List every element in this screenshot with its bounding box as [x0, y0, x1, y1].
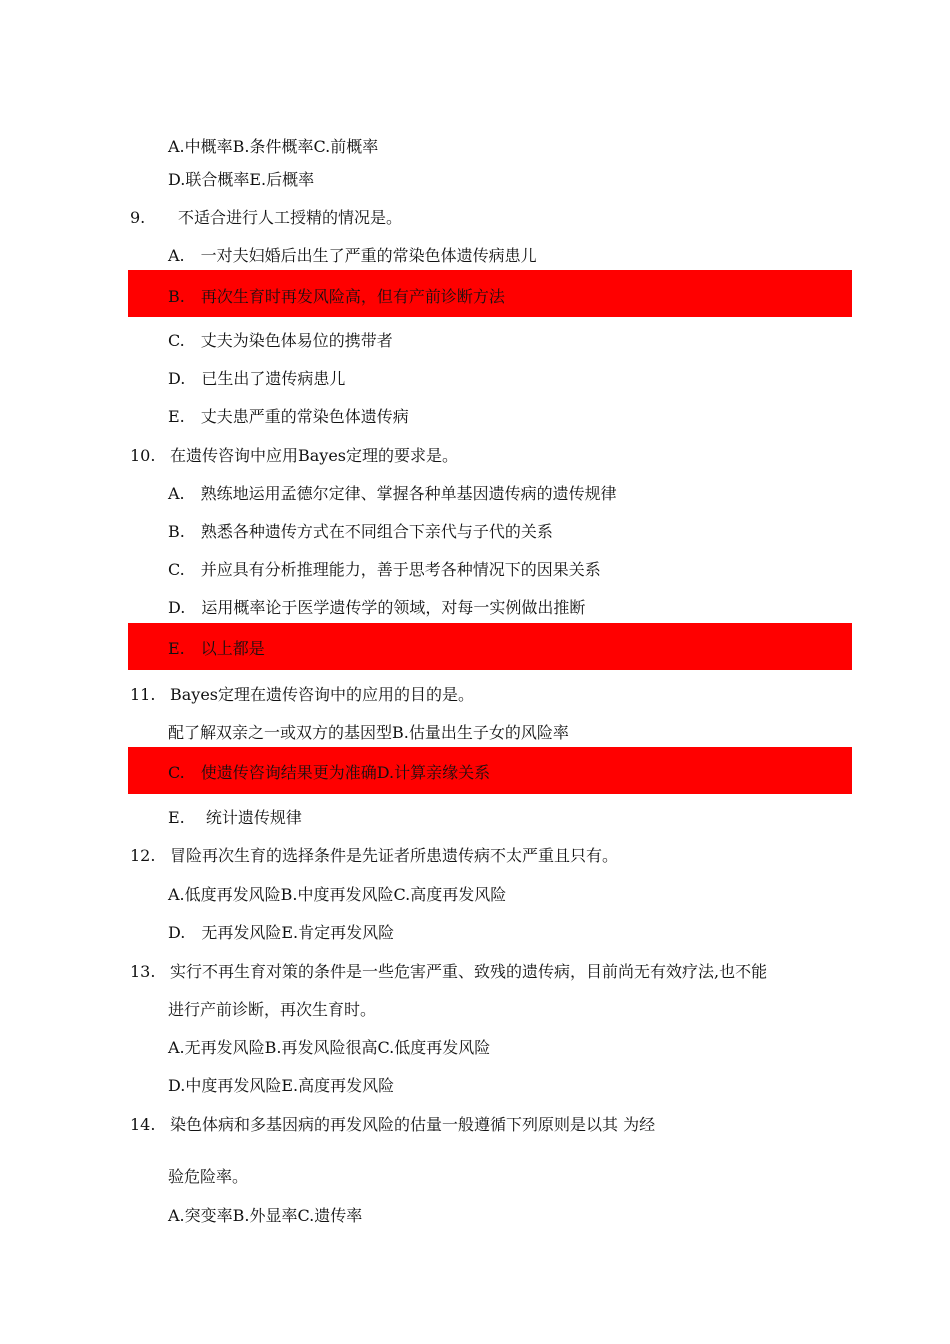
q10-stem: 在遗传咨询中应用Bayes定理的要求是。	[170, 446, 459, 465]
q13-options-abc: A.无再发风险B.再发风险很高C.低度再发风险	[168, 1038, 491, 1057]
q13-options-de: D.中度再发风险E.高度再发风险	[168, 1076, 395, 1095]
q12-stem: 冒险再次生育的选择条件是先证者所患遗传病不太严重且只有。	[170, 846, 619, 865]
q9-option-e: E. 丈夫患严重的常染色体遗传病	[168, 407, 409, 426]
q9-option-c: C. 丈夫为染色体易位的携带者	[168, 331, 393, 350]
q13-number: 13.	[130, 962, 156, 981]
q8-options-row-1: A.中概率B.条件概率C.前概率	[168, 137, 379, 156]
q9-option-a: A. 一对夫妇婚后出生了严重的常染色体遗传病患儿	[168, 246, 537, 265]
q10-option-e: E. 以上都是	[168, 639, 265, 658]
q11-option-e: E. 统计遗传规律	[168, 808, 302, 827]
q9-stem: 不适合进行人工授精的情况是。	[178, 208, 403, 227]
q10-option-b: B. 熟悉各种遗传方式在不同组合下亲代与子代的关系	[168, 522, 553, 541]
q9-number: 9.	[130, 208, 146, 227]
q10-option-c: C. 并应具有分析推理能力，善于思考各种情况下的因果关系	[168, 560, 601, 579]
q9-option-d: D. 已生出了遗传病患儿	[168, 369, 346, 388]
q10-option-a: A. 熟练地运用孟德尔定律、掌握各种单基因遗传病的遗传规律	[168, 484, 617, 503]
q13-stem-line-2: 进行产前诊断，再次生育时。	[168, 1000, 377, 1019]
q12-options-de: D. 无再发风险E.肯定再发风险	[168, 923, 395, 942]
q14-stem-line-1: 染色体病和多基因病的再发风险的估量一般遵循下列原则是以其 为经	[170, 1115, 656, 1134]
q14-stem-line-2: 验危险率。	[168, 1167, 249, 1186]
q13-stem-line-1: 实行不再生育对策的条件是一些危害严重、致残的遗传病，目前尚无有效疗法,也不能	[170, 962, 768, 981]
q11-options-cd: C. 使遗传咨询结果更为准确D.计算亲缘关系	[168, 763, 491, 782]
q10-option-d: D. 运用概率论于医学遗传学的领域，对每一实例做出推断	[168, 598, 586, 617]
q12-number: 12.	[130, 846, 156, 865]
q9-option-b: B. 再次生育时再发风险高，但有产前诊断方法	[168, 287, 505, 306]
q11-number: 11.	[130, 685, 156, 704]
q8-options-row-2: D.联合概率E.后概率	[168, 170, 315, 189]
q14-options-abc: A.突变率B.外显率C.遗传率	[168, 1206, 363, 1225]
q14-number: 14.	[130, 1115, 156, 1134]
q10-number: 10.	[130, 446, 156, 465]
q11-options-ab: 配了解双亲之一或双方的基因型B.估量出生子女的风险率	[168, 723, 569, 742]
q12-options-abc: A.低度再发风险B.中度再发风险C.高度再发风险	[168, 885, 507, 904]
q11-stem: Bayes定理在遗传咨询中的应用的目的是。	[170, 685, 475, 704]
